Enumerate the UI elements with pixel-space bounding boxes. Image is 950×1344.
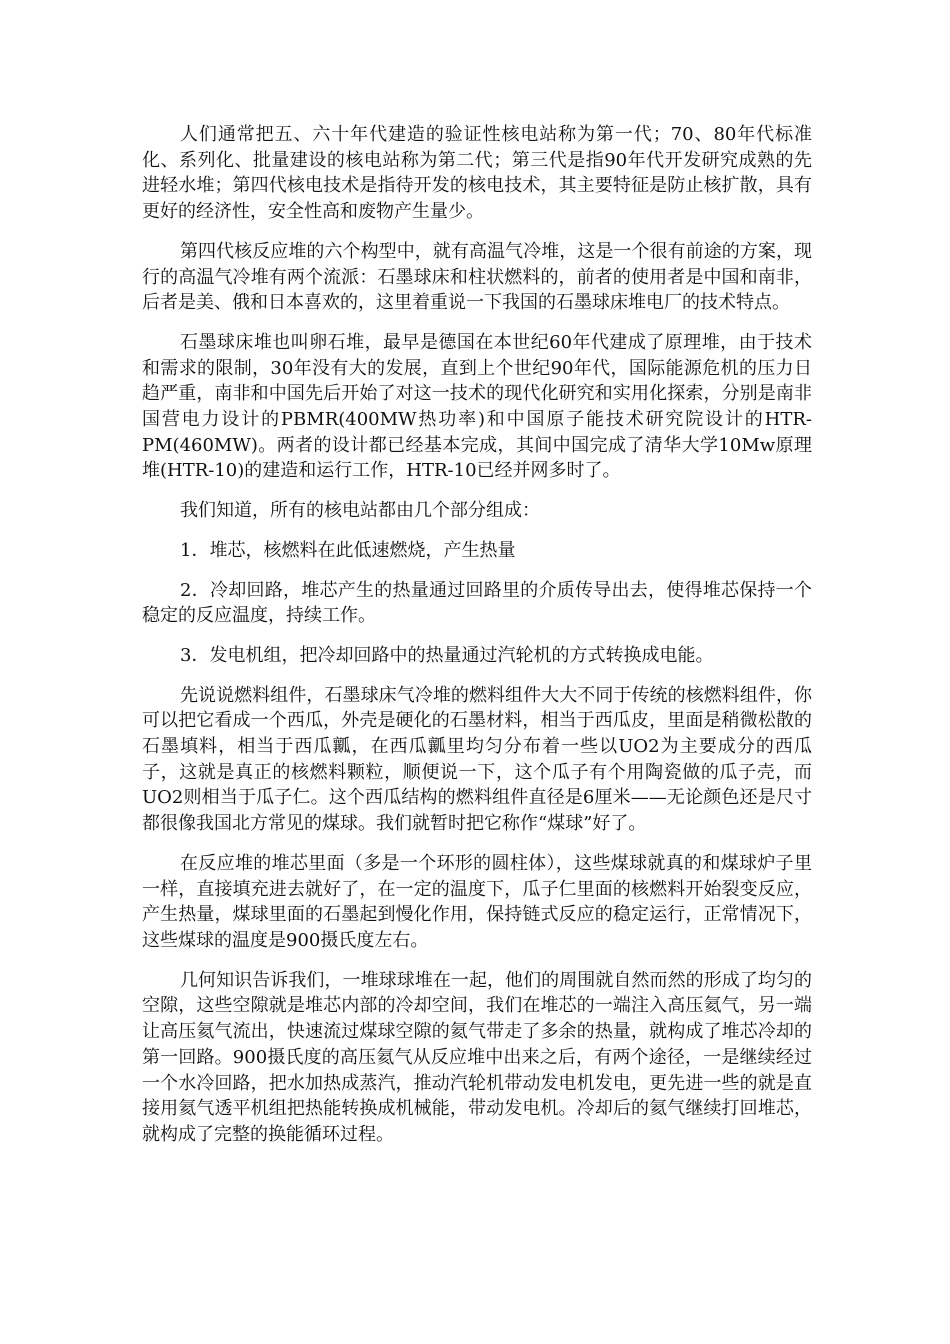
paragraph-cooling-cycle: 几何知识告诉我们，一堆球球堆在一起，他们的周围就自然而然的形成了均匀的空隙，这些空隙就是堆芯内部的冷却空间，我们在堆芯的一端注入高压氦气，另一端让高压氦气流出，快速流过煤球空隙的氦气带走了多余的热量，就构成了堆芯冷却的第一回路。900摄氏度的高压氦气从反应堆中出来之后，有两个途径，一是继续经过一个水冷回路，把水加热成蒸汽，推动汽轮机带动发电机发电，更先进一些的就是直接用氦气透平机组把热能转换成机械能，带动发电机。冷却后的氦气继续打回堆芯，就构成了完整的换能循环过程。 xyxy=(142,969,812,1145)
paragraph-pebble-bed-history: 石墨球床堆也叫卵石堆，最早是德国在本世纪60年代建成了原理堆，由于技术和需求的限制，30年没有大的发展，直到上个世纪90年代，国际能源危机的压力日趋严重，南非和中国先后开始了对这一技术的现代化研究和实用化探索，分别是南非国营电力设计的PBMR(400MW热功率)和中国原子能技术研究院设计的HTR-PM(460MW)。两者的设计都已经基本完成，其间中国完成了清华大学10Mw原理堆(HTR-10)的建造和运行工作，HTR-10已经并网多时了。 xyxy=(142,331,812,482)
paragraph-generations: 人们通常把五、六十年代建造的验证性核电站称为第一代；70、80年代标准化、系列化、批量建设的核电站称为第二代；第三代是指90年代开发研究成熟的先进轻水堆；第四代核电技术是指待开发的核电技术，其主要特征是防止核扩散，具有更好的经济性，安全性高和废物产生量少。 xyxy=(142,124,812,223)
list-item-cooling-loop: 2．冷却回路，堆芯产生的热量通过回路里的介质传导出去，使得堆芯保持一个稳定的反应温度，持续工作。 xyxy=(142,579,812,627)
list-item-core: 1．堆芯，核燃料在此低速燃烧，产生热量 xyxy=(180,539,516,561)
list-item-generator: 3．发电机组，把冷却回路中的热量通过汽轮机的方式转换成电能。 xyxy=(180,644,714,666)
paragraph-gen4-reactors: 第四代核反应堆的六个构型中，就有高温气冷堆，这是一个很有前途的方案，现行的高温气冷堆有两个流派：石墨球床和柱状燃料的，前者的使用者是中国和南非，后者是美、俄和日本喜欢的，这里着重说一下我国的石墨球床堆电厂的技术特点。 xyxy=(142,240,812,314)
paragraph-reactor-core: 在反应堆的堆芯里面（多是一个环形的圆柱体），这些煤球就真的和煤球炉子里一样，直接填充进去就好了，在一定的温度下，瓜子仁里面的核燃料开始裂变反应，产生热量，煤球里面的石墨起到慢化作用，保持链式反应的稳定运行，正常情况下，这些煤球的温度是900摄氏度左右。 xyxy=(142,852,812,951)
paragraph-fuel-element: 先说说燃料组件，石墨球床气冷堆的燃料组件大大不同于传统的核燃料组件，你可以把它看成一个西瓜，外壳是硬化的石墨材料，相当于西瓜皮，里面是稍微松散的石墨填料，相当于西瓜瓤，在西瓜瓤里均匀分布着一些以UO2为主要成分的西瓜子，这就是真正的核燃料颗粒，顺便说一下，这个瓜子有个用陶瓷做的瓜子壳，而UO2则相当于瓜子仁。这个西瓜结构的燃料组件直径是6厘米——无论颜色还是尺寸都很像我国北方常见的煤球。我们就暂时把它称作“煤球”好了。 xyxy=(142,684,812,835)
document-page xyxy=(142,122,812,1162)
paragraph-components-intro: 我们知道，所有的核电站都由几个部分组成： xyxy=(180,500,540,522)
